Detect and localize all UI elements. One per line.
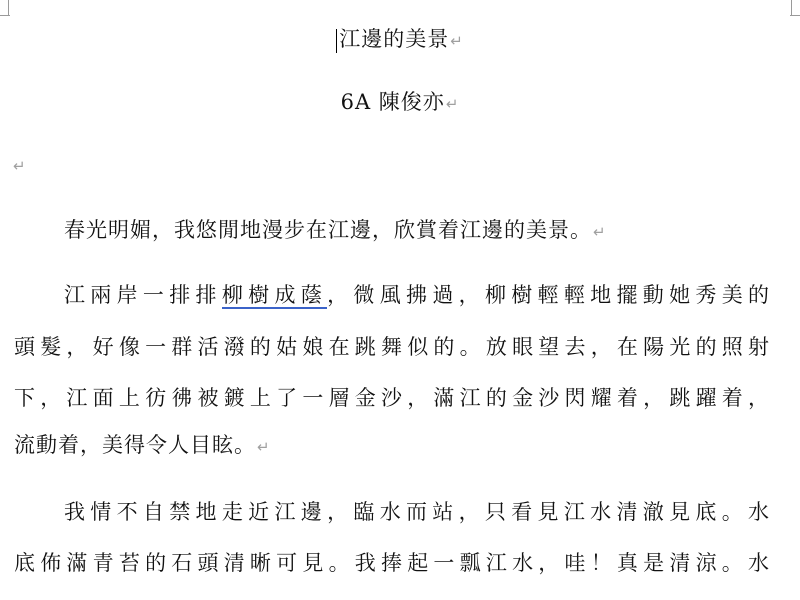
paragraph-2-line-4[interactable] (14, 432, 271, 460)
paragraph-mark: ↵ (257, 438, 271, 456)
paragraph-mark: ↵ (445, 95, 460, 113)
margin-corner-mark-left (8, 0, 9, 16)
author-text: 6A 陳俊亦 (340, 90, 445, 114)
paragraph-2-line-1[interactable] (64, 282, 770, 308)
paragraph-text: 頭髮，好像一群活潑的姑娘在跳舞似的。放眼望去，在陽光的照射 (14, 335, 770, 359)
margin-corner-mark-left-h (0, 15, 10, 16)
spelling-flagged-word[interactable]: 柳樹成蔭 (221, 283, 328, 307)
paragraph-mark: ↵ (13, 157, 27, 175)
author-line[interactable] (0, 89, 800, 117)
paragraph-3-line-1[interactable] (64, 499, 770, 525)
paragraph-2-line-3[interactable] (14, 385, 770, 411)
paragraph-text: 江兩岸一排排 (64, 283, 222, 307)
empty-paragraph[interactable] (12, 151, 27, 179)
margin-corner-mark-right (791, 0, 792, 16)
paragraph-text: ，微風拂過，柳樹輕輕地擺動她秀美的 (327, 283, 771, 307)
paragraph-text: 春光明媚，我悠閒地漫步在江邊，欣賞着江邊的美景。 (64, 218, 592, 242)
text-cursor (336, 29, 337, 53)
paragraph-text: 我情不自禁地走近江邊，臨水而站，只看見江水清澈見底。水 (64, 500, 770, 524)
paragraph-text: 底佈滿青苔的石頭清晰可見。我捧起一瓢江水，哇！真是清涼。水 (14, 551, 770, 575)
paragraph-text: 下，江面上彷彿被鍍上了一層金沙，滿江的金沙閃耀着，跳躍着， (14, 386, 770, 410)
margin-corner-mark-right-h (790, 15, 800, 16)
document-title[interactable] (0, 26, 800, 54)
paragraph-text: 流動着，美得令人目眩。 (14, 433, 256, 457)
paragraph-mark: ↵ (450, 32, 464, 50)
paragraph-1-line-1[interactable] (64, 217, 607, 245)
paragraph-2-line-2[interactable] (14, 334, 770, 360)
paragraph-3-line-2[interactable] (14, 550, 770, 576)
paragraph-mark: ↵ (593, 223, 607, 241)
title-text: 江邊的美景 (339, 27, 450, 51)
